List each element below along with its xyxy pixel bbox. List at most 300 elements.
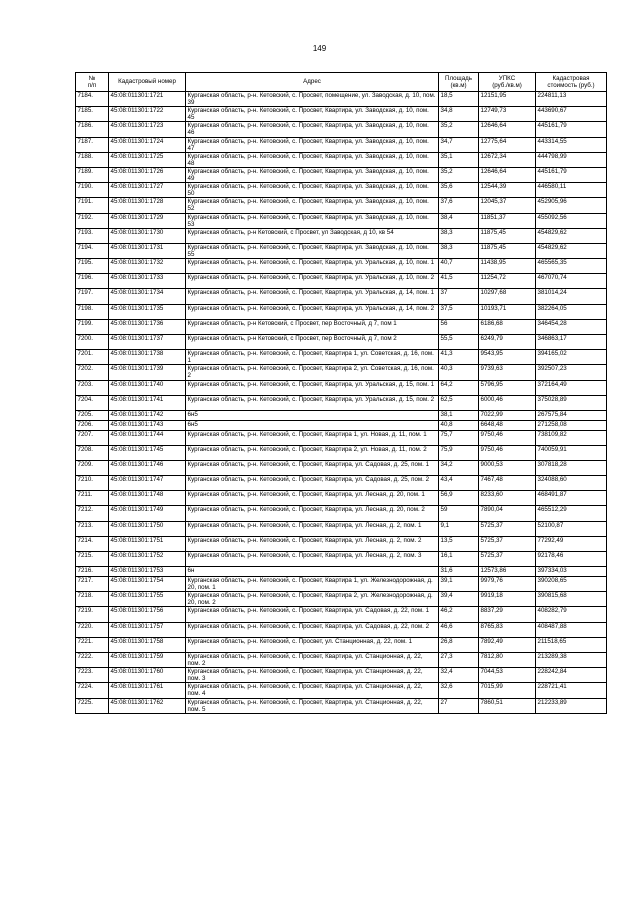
cell-cadastral-value: 271258,08 [536,420,607,430]
cell-cadastral-number: 45:08:011301:1753 [109,567,186,577]
cell-cadastral-number: 45:08:011301:1744 [109,430,186,445]
cell-address: Курганская область, р-н. Кетовский, с. Просвет, Квартира, ул. Заводская, д. 10, пом. 48 [186,152,439,167]
cell-area: 35,1 [439,152,479,167]
cell-row-number: 7213. [76,521,109,536]
cell-cadastral-value: 465565,35 [536,259,607,274]
cell-cadastral-number: 45:08:011301:1752 [109,552,186,567]
cell-area: 34,7 [439,137,479,152]
cell-area: 46,2 [439,607,479,622]
table-row [76,365,607,380]
table-row [76,228,607,243]
cell-cadastral-value: 445161,79 [536,122,607,137]
cell-address: Курганская область, р-н. Кетовский, с. Просвет, Квартира, ул. Садовая, д. 25, пом. 1 [186,460,439,475]
cell-address: Курганская область, р-н. Кетовский, с. Просвет, Квартира, ул. Лесная, д. 2, пом. 1 [186,521,439,536]
cell-address: Курганская область, р-н. Кетовский, с. Просвет, Квартира 2, ул. Новая, д. 11, пом. 2 [186,445,439,460]
cell-cadastral-value: 211518,65 [536,637,607,652]
cell-area: 34,8 [439,107,479,122]
table-row [76,577,607,592]
cell-row-number: 7185. [76,107,109,122]
cell-area: 26,8 [439,637,479,652]
cell-row-number: 7215. [76,552,109,567]
cell-cadastral-value: 228242,84 [536,668,607,683]
table-row [76,430,607,445]
cell-row-number: 7205. [76,410,109,420]
cell-row-number: 7188. [76,152,109,167]
cell-cadastral-number: 45:08:011301:1721 [109,92,186,107]
cell-row-number: 7199. [76,319,109,334]
cell-cadastral-value: 443690,67 [536,107,607,122]
cell-upks: 11438,95 [479,259,536,274]
cell-upks: 6186,68 [479,319,536,334]
cell-address: Курганская область, р-н. Кетовский, с. Просвет, Квартира, ул. Заводская, д. 10, пом. 50 [186,183,439,198]
cell-cadastral-number: 45:08:011301:1759 [109,652,186,667]
table-row [76,335,607,350]
cell-row-number: 7191. [76,198,109,213]
cell-upks: 5796,95 [479,380,536,395]
cell-upks: 12045,37 [479,198,536,213]
cell-upks: 7860,51 [479,698,536,713]
cell-area: 75,9 [439,445,479,460]
cell-upks: 5725,37 [479,552,536,567]
cell-address: Курганская область, р-н. Кетовский, с. Просвет, Квартира, ул. Заводская, д. 10, пом. 49 [186,167,439,182]
cell-cadastral-value: 212233,89 [536,698,607,713]
cell-address: Курганская область, р-н. Кетовский, с. Просвет, Квартира, ул. Заводская, д. 10, пом. 46 [186,122,439,137]
table-row [76,652,607,667]
cell-upks: 9739,63 [479,365,536,380]
cell-area: 35,2 [439,122,479,137]
cell-area: 56,9 [439,491,479,506]
table-row [76,274,607,289]
cell-address: Курганская область, р-н. Кетовский, с. Просвет, Квартира, ул. Станционная, д. 22, пом. 4 [186,683,439,698]
cell-upks: 6648,48 [479,420,536,430]
table-row [76,521,607,536]
table-row [76,420,607,430]
table-row [76,152,607,167]
cell-cadastral-number: 45:08:011301:1724 [109,137,186,152]
cell-area: 41,3 [439,350,479,365]
cell-area: 37 [439,289,479,304]
cell-cadastral-number: 45:08:011301:1749 [109,506,186,521]
cell-address: Курганская область, р-н. Кетовский, с. Просвет, Квартира, ул. Уральская, д. 10, пом. 1 [186,259,439,274]
cell-upks: 12646,64 [479,122,536,137]
cell-cadastral-value: 346863,17 [536,335,607,350]
cell-row-number: 7197. [76,289,109,304]
cell-row-number: 7212. [76,506,109,521]
cell-cadastral-number: 45:08:011301:1739 [109,365,186,380]
cell-row-number: 7221. [76,637,109,652]
cell-cadastral-number: 45:08:011301:1743 [109,420,186,430]
table-row [76,683,607,698]
cell-cadastral-number: 45:08:011301:1761 [109,683,186,698]
cell-cadastral-number: 45:08:011301:1754 [109,577,186,592]
cell-area: 35,2 [439,167,479,182]
cell-cadastral-value: 738109,82 [536,430,607,445]
cell-cadastral-number: 45:08:011301:1729 [109,213,186,228]
cell-row-number: 7214. [76,536,109,551]
cell-upks: 9000,53 [479,460,536,475]
cell-area: 37,5 [439,304,479,319]
table-row [76,92,607,107]
cell-cadastral-value: 452905,96 [536,198,607,213]
cell-area: 16,1 [439,552,479,567]
cell-cadastral-value: 455092,56 [536,213,607,228]
cell-upks: 11875,45 [479,228,536,243]
cell-cadastral-number: 45:08:011301:1751 [109,536,186,551]
cell-row-number: 7198. [76,304,109,319]
cell-cadastral-value: 92178,46 [536,552,607,567]
header-upks: УПКС (руб./кв.м) [479,73,536,92]
cell-row-number: 7223. [76,668,109,683]
cell-address: Курганская область, р-н. Кетовский, с. Просвет, Квартира, ул. Садовая, д. 22, пом. 2 [186,622,439,637]
page-number: 149 [312,44,327,53]
table-row [76,622,607,637]
table-row [76,445,607,460]
cell-cadastral-number: 45:08:011301:1748 [109,491,186,506]
cell-row-number: 7193. [76,228,109,243]
table-row [76,668,607,683]
cell-upks: 11254,72 [479,274,536,289]
cell-area: 27 [439,698,479,713]
cell-cadastral-value: 467070,74 [536,274,607,289]
cell-area: 56 [439,319,479,334]
cell-row-number: 7187. [76,137,109,152]
cell-cadastral-value: 267575,84 [536,410,607,420]
cell-row-number: 7217. [76,577,109,592]
cell-address: Курганская область, р-н. Кетовский, с. Просвет, Квартира 1, ул. Советская, д. 16, пом. 1 [186,350,439,365]
table-row [76,350,607,365]
cell-cadastral-number: 45:08:011301:1723 [109,122,186,137]
cell-row-number: 7192. [76,213,109,228]
cell-area: 38,3 [439,228,479,243]
cell-cadastral-number: 45:08:011301:1740 [109,380,186,395]
cell-row-number: 7218. [76,592,109,607]
cell-area: 18,5 [439,92,479,107]
cell-address: Курганская область, р-н. Кетовский, с. Просвет, Квартира 2, ул. Железнодорожная, д. 20, пом. 2 [186,592,439,607]
cell-upks: 12775,64 [479,137,536,152]
cell-cadastral-value: 213289,38 [536,652,607,667]
cell-cadastral-value: 77292,49 [536,536,607,551]
cell-cadastral-number: 45:08:011301:1742 [109,410,186,420]
table-row [76,167,607,182]
table-row [76,476,607,491]
cell-upks: 12672,34 [479,152,536,167]
cell-cadastral-value: 52100,87 [536,521,607,536]
cell-cadastral-number: 45:08:011301:1747 [109,476,186,491]
cell-address: Курганская область, р-н. Кетовский, с. Просвет, Квартира, ул. Уральская, д. 14, пом. 1 [186,289,439,304]
cell-area: 39,4 [439,592,479,607]
cell-cadastral-number: 45:08:011301:1730 [109,228,186,243]
table-row [76,592,607,607]
cell-area: 41,5 [439,274,479,289]
cell-area: 62,5 [439,395,479,410]
cell-cadastral-value: 443314,55 [536,137,607,152]
cell-row-number: 7190. [76,183,109,198]
cell-area: 40,8 [439,420,479,430]
cell-row-number: 7196. [76,274,109,289]
cell-cadastral-number: 45:08:011301:1732 [109,259,186,274]
cell-row-number: 7194. [76,243,109,258]
cell-row-number: 7203. [76,380,109,395]
cell-cadastral-value: 740059,91 [536,445,607,460]
cell-address: Курганская область, р-н. Кетовский, с. Просвет, Квартира 1, ул. Новая, д. 11, пом. 1 [186,430,439,445]
cell-upks: 6000,46 [479,395,536,410]
cell-row-number: 7186. [76,122,109,137]
cell-area: 59 [439,506,479,521]
cell-row-number: 7210. [76,476,109,491]
cell-area: 43,4 [439,476,479,491]
cell-area: 32,6 [439,683,479,698]
cell-cadastral-number: 45:08:011301:1722 [109,107,186,122]
cell-cadastral-number: 45:08:011301:1738 [109,350,186,365]
cell-cadastral-value: 465512,29 [536,506,607,521]
cell-address: Курганская область, р-н. Кетовский, с. Просвет, Квартира 2, ул. Советская, д. 16, пом. 2 [186,365,439,380]
header-cadastral-value: Кадастровая стоимость (руб.) [536,73,607,92]
cell-cadastral-number: 45:08:011301:1727 [109,183,186,198]
cell-cadastral-value: 346454,28 [536,319,607,334]
cell-upks: 12749,73 [479,107,536,122]
table-row [76,506,607,521]
cell-row-number: 7208. [76,445,109,460]
cell-cadastral-number: 45:08:011301:1760 [109,668,186,683]
cell-cadastral-value: 408487,88 [536,622,607,637]
cell-address: Курганская область, р-н. Кетовский, с. Просвет, Квартира, ул. Лесная, д. 2, пом. 2 [186,536,439,551]
cell-area: 38,1 [439,410,479,420]
table-row [76,536,607,551]
cell-address: Курганская область, р-н. Кетовский, с. Просвет, Квартира, ул. Станционная, д. 22, пом. 2 [186,652,439,667]
cell-upks: 9979,76 [479,577,536,592]
cell-cadastral-value: 382264,05 [536,304,607,319]
cell-upks: 9750,46 [479,430,536,445]
table-row [76,107,607,122]
cell-area: 55,5 [439,335,479,350]
cell-upks: 7892,49 [479,637,536,652]
cell-upks: 7044,53 [479,668,536,683]
cell-row-number: 7202. [76,365,109,380]
cell-cadastral-value: 390208,65 [536,577,607,592]
cell-cadastral-number: 45:08:011301:1745 [109,445,186,460]
cell-cadastral-value: 372164,49 [536,380,607,395]
table-row [76,637,607,652]
cell-address: Курганская область, р-н. Кетовский, с. Просвет, Квартира, ул. Уральская, д. 10, пом. 2 [186,274,439,289]
cell-upks: 7467,48 [479,476,536,491]
table-row [76,395,607,410]
cell-area: 35,6 [439,183,479,198]
cell-address: Курганская область, р-н Кетовский, с Просвет, пер Восточный, д 7, пом 1 [186,319,439,334]
cell-area: 27,3 [439,652,479,667]
cell-upks: 11875,45 [479,243,536,258]
cell-upks: 10297,68 [479,289,536,304]
cell-upks: 5725,37 [479,521,536,536]
cell-area: 75,7 [439,430,479,445]
cell-cadastral-number: 45:08:011301:1741 [109,395,186,410]
table-row [76,137,607,152]
cell-cadastral-number: 45:08:011301:1756 [109,607,186,622]
table-row [76,567,607,577]
table-row [76,213,607,228]
cell-row-number: 7216. [76,567,109,577]
cell-cadastral-value: 444798,99 [536,152,607,167]
cell-cadastral-number: 45:08:011301:1725 [109,152,186,167]
table-row [76,243,607,258]
table-row [76,304,607,319]
table-row [76,183,607,198]
cell-upks: 12544,39 [479,183,536,198]
cell-cadastral-number: 45:08:011301:1757 [109,622,186,637]
cell-address: Курганская область, р-н. Кетовский, с. Просвет, Квартира, ул. Садовая, д. 25, пом. 2 [186,476,439,491]
cell-row-number: 7222. [76,652,109,667]
table-row [76,607,607,622]
cell-row-number: 7195. [76,259,109,274]
cell-address: Курганская область, р-н. Кетовский, с. Просвет, Квартира, ул. Заводская, д. 10, пом. 45 [186,107,439,122]
table-header-row [76,73,607,92]
cell-area: 40,3 [439,365,479,380]
cell-address: Курганская область, р-н. Кетовский, с. Просвет, Квартира, ул. Заводская, д. 10, пом. 52 [186,198,439,213]
cell-row-number: 7206. [76,420,109,430]
cell-cadastral-number: 45:08:011301:1750 [109,521,186,536]
cell-address: Курганская область, р-н. Кетовский, с. Просвет, Квартира, ул. Заводская, д. 10, пом. 47 [186,137,439,152]
cell-cadastral-number: 45:08:011301:1758 [109,637,186,652]
cell-upks: 9750,46 [479,445,536,460]
header-number: № п/п [76,73,109,92]
cell-upks: 11851,37 [479,213,536,228]
cell-upks: 12573,86 [479,567,536,577]
cell-cadastral-value: 381014,24 [536,289,607,304]
cell-upks: 7890,04 [479,506,536,521]
cell-row-number: 7220. [76,622,109,637]
table-row [76,491,607,506]
cell-row-number: 7207. [76,430,109,445]
cell-address: Курганская область, р-н Кетовский, с Просвет, пер Восточный, д 7, пом 2 [186,335,439,350]
cell-row-number: 7209. [76,460,109,475]
cell-upks: 9919,18 [479,592,536,607]
table-row [76,698,607,713]
cell-cadastral-value: 397334,03 [536,567,607,577]
cell-area: 38,4 [439,213,479,228]
cell-address: Курганская область, р-н. Кетовский, с. Просвет, ул. Станционная, д. 22, пом. 1 [186,637,439,652]
cell-cadastral-value: 454829,62 [536,228,607,243]
cell-address: Курганская область, р-н. Кетовский, с. Просвет, Квартира, ул. Станционная, д. 22, пом. 3 [186,668,439,683]
cell-area: 64,2 [439,380,479,395]
cell-row-number: 7200. [76,335,109,350]
cell-upks: 7812,80 [479,652,536,667]
cell-cadastral-value: 454829,62 [536,243,607,258]
cell-address: Курганская область, р-н. Кетовский, с. Просвет, Квартира, ул. Лесная, д. 20, пом. 1 [186,491,439,506]
cell-upks: 12646,64 [479,167,536,182]
header-cadastral-number: Кадастровый номер [109,73,186,92]
cell-cadastral-number: 45:08:011301:1746 [109,460,186,475]
cell-row-number: 7189. [76,167,109,182]
cell-upks: 6249,79 [479,335,536,350]
cell-cadastral-value: 394165,02 [536,350,607,365]
cell-address: Курганская область, р-н. Кетовский, с. Просвет, Квартира 1, ул. Железнодорожная, д. 20, пом. 1 [186,577,439,592]
table-row [76,259,607,274]
cell-cadastral-value: 324088,60 [536,476,607,491]
cell-address: Курганская область, р-н. Кетовский, с. Просвет, Квартира, ул. Лесная, д. 20, пом. 2 [186,506,439,521]
cell-area: 34,2 [439,460,479,475]
cell-cadastral-number: 45:08:011301:1755 [109,592,186,607]
cell-area: 39,1 [439,577,479,592]
table-row [76,319,607,334]
cell-cadastral-number: 45:08:011301:1735 [109,304,186,319]
cell-row-number: 7224. [76,683,109,698]
table-row [76,552,607,567]
cell-upks: 7015,99 [479,683,536,698]
cell-cadastral-value: 375028,89 [536,395,607,410]
cell-upks: 8765,83 [479,622,536,637]
cell-address: Курганская область, р-н. Кетовский, с. Просвет, Квартира, ул. Заводская, д. 10, пом. 55 [186,243,439,258]
cell-address: 6н5 [186,420,439,430]
cell-address: Курганская область, р-н. Кетовский, с. Просвет, Квартира, ул. Уральская, д. 15, пом. 2 [186,395,439,410]
cell-area: 31,6 [439,567,479,577]
cell-cadastral-number: 45:08:011301:1726 [109,167,186,182]
cell-cadastral-value: 307818,28 [536,460,607,475]
cell-row-number: 7204. [76,395,109,410]
cell-cadastral-value: 446580,11 [536,183,607,198]
cell-cadastral-number: 45:08:011301:1737 [109,335,186,350]
cell-area: 40,7 [439,259,479,274]
cell-upks: 7022,99 [479,410,536,420]
cell-area: 38,3 [439,243,479,258]
cell-cadastral-value: 228721,41 [536,683,607,698]
cell-cadastral-value: 408282,79 [536,607,607,622]
cadastral-table [75,72,607,714]
table-row [76,380,607,395]
cell-row-number: 7219. [76,607,109,622]
cell-cadastral-number: 45:08:011301:1734 [109,289,186,304]
cell-cadastral-value: 468491,87 [536,491,607,506]
cell-upks: 8837,29 [479,607,536,622]
table-row [76,289,607,304]
cell-address: Курганская область, р-н. Кетовский, с. Просвет, Квартира, ул. Станционная, д. 22, пом. 5 [186,698,439,713]
cell-upks: 12151,95 [479,92,536,107]
cell-row-number: 7201. [76,350,109,365]
cell-upks: 9543,95 [479,350,536,365]
cell-upks: 10193,71 [479,304,536,319]
cell-cadastral-number: 45:08:011301:1731 [109,243,186,258]
table-row [76,460,607,475]
cell-address: 6н [186,567,439,577]
cell-cadastral-value: 445161,79 [536,167,607,182]
cell-address: Курганская область, р-н. Кетовский, с. Просвет, Квартира, ул. Лесная, д. 2, пом. 3 [186,552,439,567]
cell-row-number: 7184. [76,92,109,107]
cell-area: 13,5 [439,536,479,551]
table-row [76,198,607,213]
cell-address: 6н5 [186,410,439,420]
header-address: Адрес [186,73,439,92]
cell-upks: 8233,60 [479,491,536,506]
cell-address: Курганская область, р-н. Кетовский, с. Просвет, Квартира, ул. Уральская, д. 14, пом. 2 [186,304,439,319]
cell-cadastral-number: 45:08:011301:1733 [109,274,186,289]
cell-cadastral-number: 45:08:011301:1728 [109,198,186,213]
cell-address: Курганская область, р-н. Кетовский, с. Просвет, помещение, ул. Заводская, д. 10, пом. 39 [186,92,439,107]
cell-cadastral-number: 45:08:011301:1736 [109,319,186,334]
cell-cadastral-value: 390815,68 [536,592,607,607]
cell-upks: 5725,37 [479,536,536,551]
cell-row-number: 7225. [76,698,109,713]
cell-address: Курганская область, р-н. Кетовский, с. Просвет, Квартира, ул. Садовая, д. 22, пом. 1 [186,607,439,622]
cell-address: Курганская область, р-н. Кетовский, с. Просвет, Квартира, ул. Уральская, д. 15, пом. 1 [186,380,439,395]
table-row [76,122,607,137]
cell-cadastral-number: 45:08:011301:1762 [109,698,186,713]
cell-cadastral-value: 224811,13 [536,92,607,107]
cell-area: 32,4 [439,668,479,683]
header-area: Площадь (кв.м) [439,73,479,92]
cell-cadastral-value: 392507,23 [536,365,607,380]
cell-address: Курганская область, р-н. Кетовский, с. Просвет, Квартира, ул. Заводская, д. 10, пом. 53 [186,213,439,228]
table-row [76,410,607,420]
cell-address: Курганская область, р-н Кетовский, с Просвет, ул Заводская, д 10, кв 54 [186,228,439,243]
cell-area: 46,6 [439,622,479,637]
